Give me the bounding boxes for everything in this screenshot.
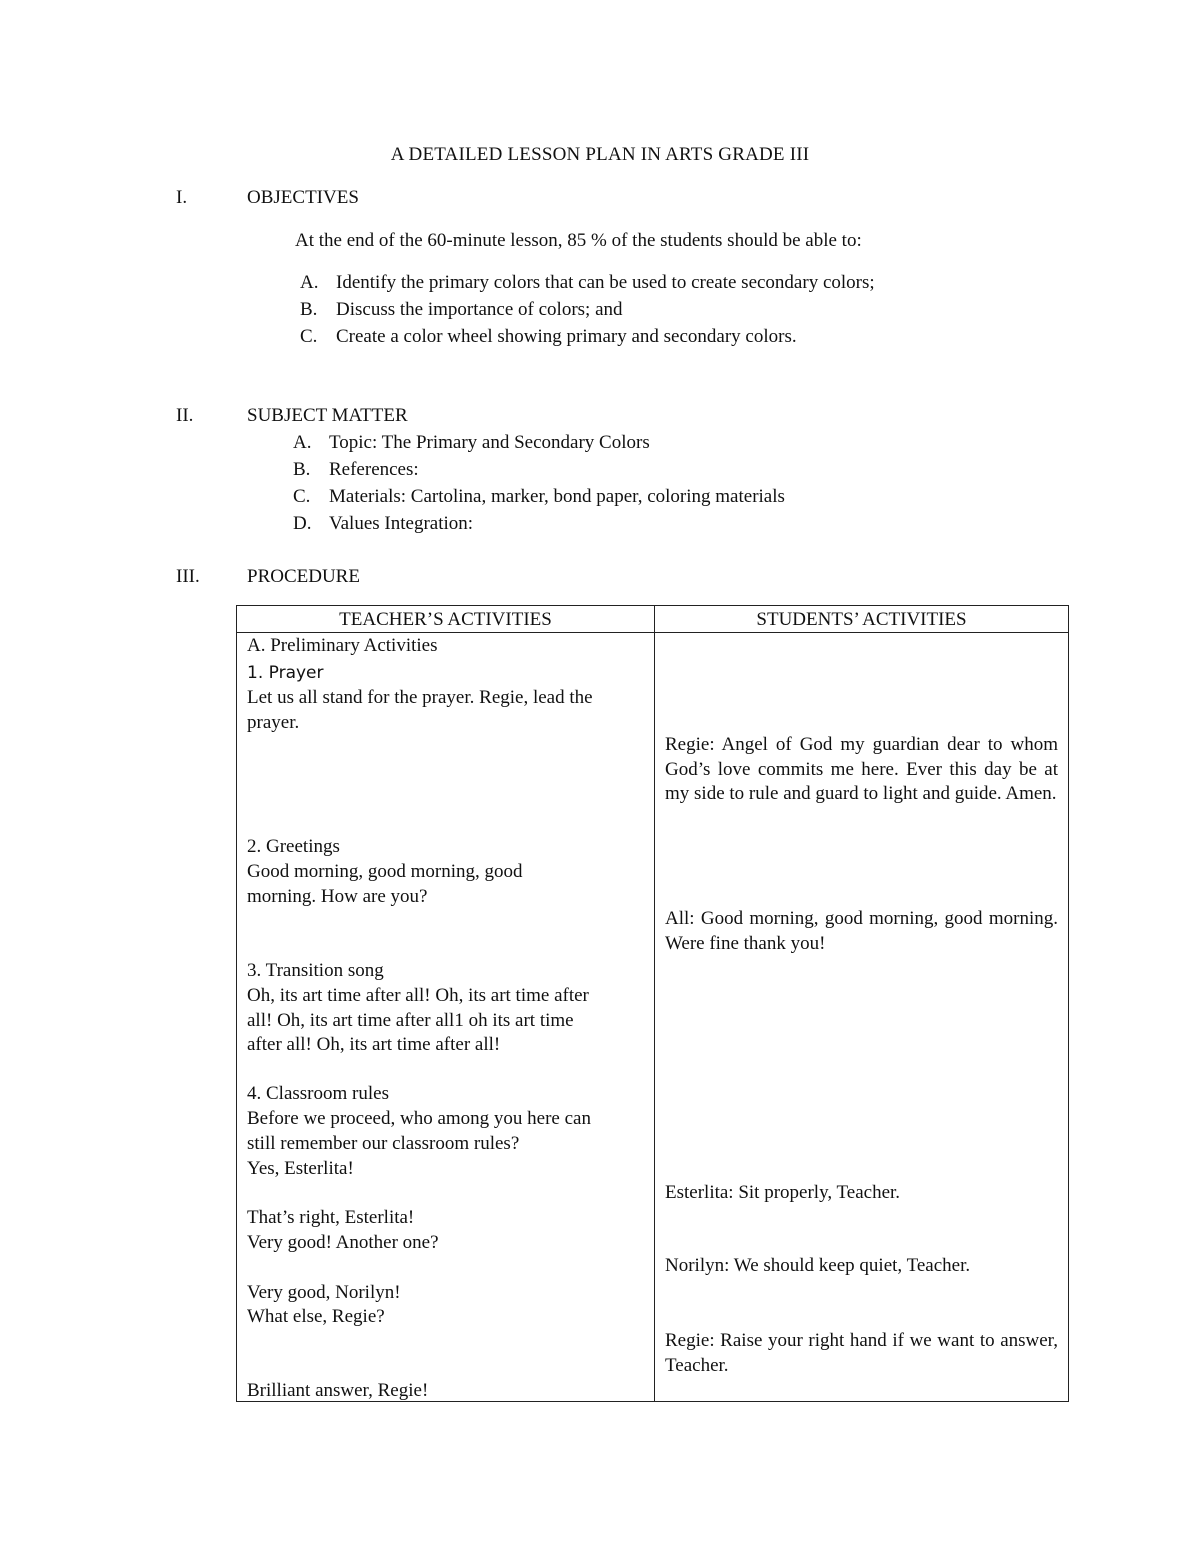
student-response-prayer: Regie: Angel of God my guardian dear to whom God’s love commits me here. Ever this day be at my side to rule and guard to light and guide. Amen.	[665, 734, 1058, 805]
section-title-procedure: PROCEDURE	[247, 566, 360, 587]
teacher-line: morning. How are you?	[247, 886, 428, 907]
objective-text: Discuss the importance of colors; and	[336, 299, 623, 320]
teacher-line: What else, Regie?	[247, 1306, 385, 1327]
subject-matter-text: References:	[329, 459, 419, 480]
teacher-line: Brilliant answer, Regie!	[247, 1380, 429, 1401]
subject-matter-letter: A.	[293, 432, 312, 453]
teacher-line: Let us all stand for the prayer. Regie, lead the	[247, 687, 593, 708]
objective-text: Identify the primary colors that can be used to create secondary colors;	[336, 272, 875, 293]
objectives-intro: At the end of the 60-minute lesson, 85 % of the students should be able to:	[295, 230, 862, 251]
subject-matter-text: Topic: The Primary and Secondary Colors	[329, 432, 650, 453]
teacher-line: Very good, Norilyn!	[247, 1282, 401, 1303]
objective-item	[300, 325, 797, 350]
objective-item	[300, 298, 623, 323]
subject-matter-letter: C.	[293, 486, 311, 507]
greetings-heading: 2. Greetings	[247, 836, 340, 857]
students-activities-header: STUDENTS’ ACTIVITIES	[756, 609, 967, 630]
subject-matter-letter: D.	[293, 513, 312, 534]
objective-item	[300, 271, 875, 296]
objective-text: Create a color wheel showing primary and secondary colors.	[336, 326, 797, 347]
teacher-line: Yes, Esterlita!	[247, 1158, 354, 1179]
column-divider	[654, 606, 655, 1401]
subject-matter-letter: B.	[293, 459, 311, 480]
section-number-subject-matter: II.	[176, 405, 194, 426]
teacher-line: still remember our classroom rules?	[247, 1133, 520, 1154]
objective-letter: C.	[300, 326, 318, 347]
student-response-esterlita: Esterlita: Sit properly, Teacher.	[665, 1182, 901, 1203]
teacher-activities-header: TEACHER’S ACTIVITIES	[339, 609, 552, 630]
objective-letter: B.	[300, 299, 318, 320]
teacher-line: Before we proceed, who among you here can	[247, 1108, 591, 1129]
section-number-procedure: III.	[176, 566, 200, 587]
preliminary-activities-heading: A. Preliminary Activities	[247, 635, 438, 656]
teacher-line: after all! Oh, its art time after all!	[247, 1034, 501, 1055]
classroom-rules-heading: 4. Classroom rules	[247, 1083, 389, 1104]
teacher-line: Good morning, good morning, good	[247, 861, 523, 882]
procedure-table	[236, 605, 1069, 1402]
teacher-line: Oh, its art time after all! Oh, its art time after	[247, 985, 589, 1006]
subject-matter-text: Values Integration:	[329, 513, 474, 534]
teacher-line: prayer.	[247, 712, 300, 733]
subject-matter-text: Materials: Cartolina, marker, bond paper, coloring materials	[329, 486, 785, 507]
transition-song-heading: 3. Transition song	[247, 960, 384, 981]
subject-matter-item	[293, 431, 650, 456]
teacher-line: Very good! Another one?	[247, 1232, 439, 1253]
subject-matter-item	[293, 485, 785, 510]
section-number-objectives: I.	[176, 187, 188, 208]
section-title-subject-matter: SUBJECT MATTER	[247, 405, 408, 426]
student-response-regie: Regie: Raise your right hand if we want to answer, Teacher.	[665, 1330, 1058, 1376]
prayer-heading: 1. Prayer	[247, 663, 324, 683]
section-title-objectives: OBJECTIVES	[247, 187, 359, 208]
subject-matter-item	[293, 512, 473, 537]
student-response-greetings: All: Good morning, good morning, good morning. Were fine thank you!	[665, 908, 1058, 954]
student-response-norilyn: Norilyn: We should keep quiet, Teacher.	[665, 1255, 971, 1276]
teacher-line: That’s right, Esterlita!	[247, 1207, 415, 1228]
document-title: A DETAILED LESSON PLAN IN ARTS GRADE III	[390, 144, 810, 165]
objective-letter: A.	[300, 272, 319, 293]
subject-matter-item	[293, 458, 419, 483]
teacher-line: all! Oh, its art time after all1 oh its art time	[247, 1010, 574, 1031]
